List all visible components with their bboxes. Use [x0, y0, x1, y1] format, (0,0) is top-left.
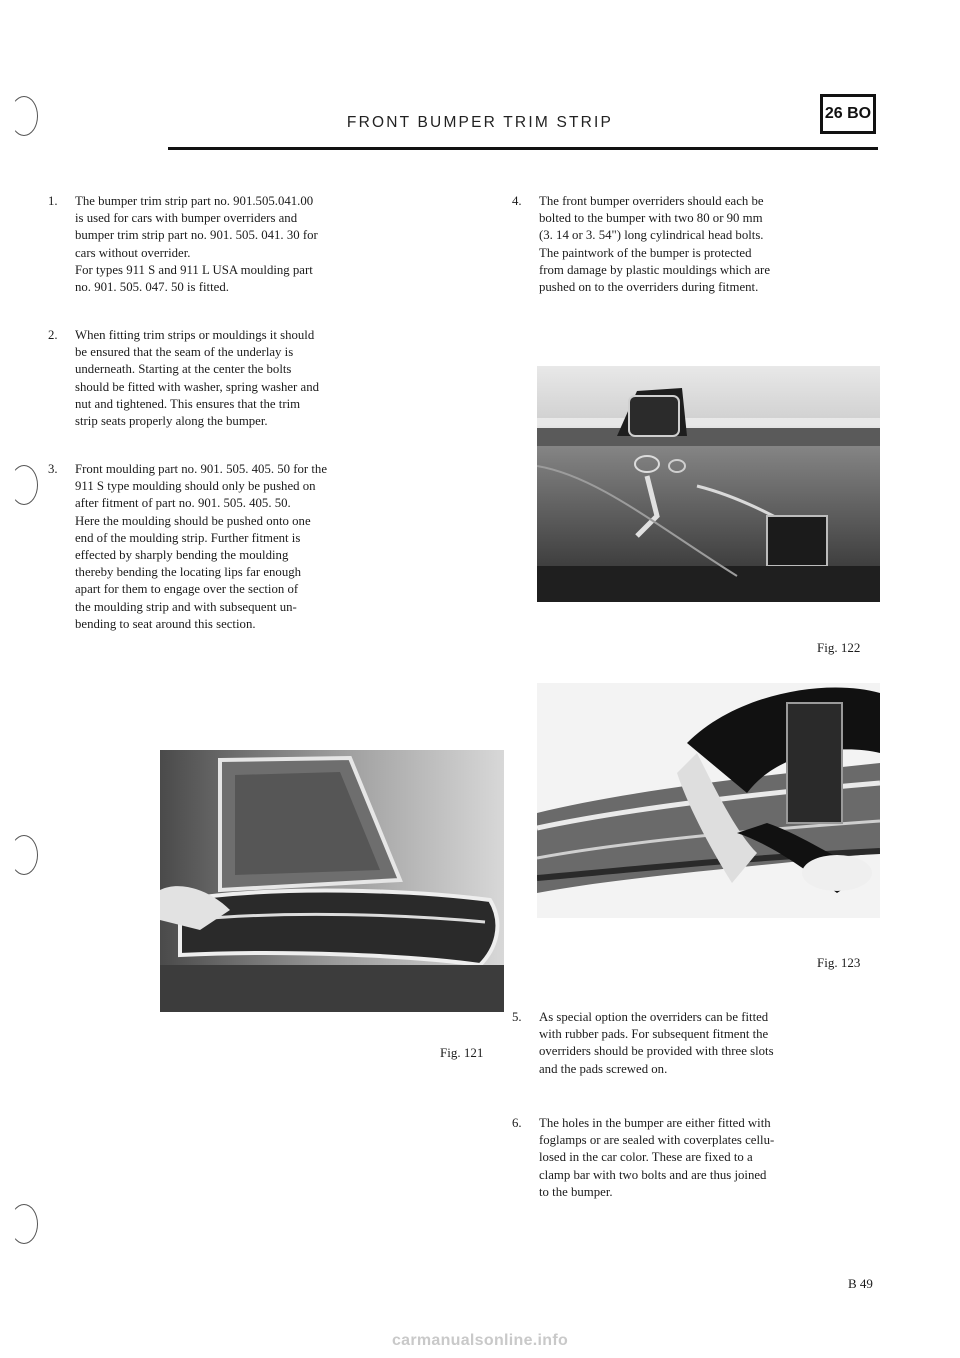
section-code-badge — [820, 94, 876, 134]
page-title: FRONT BUMPER TRIM STRIP — [346, 114, 614, 131]
section-code: 26 BO — [824, 105, 872, 122]
binder-hole-4 — [10, 1204, 38, 1244]
item-number: 6. — [512, 1116, 522, 1130]
item-number: 4. — [512, 194, 522, 208]
binder-hole-3 — [10, 835, 38, 875]
header-rule — [168, 147, 878, 150]
figure-122-caption: Fig. 122 — [817, 640, 861, 655]
watermark: carmanualsonline.info — [391, 1332, 569, 1349]
item-text: When fitting trim strips or mouldings it should be ensured that the seam of the underlay is underneath. Starting at the center the bolts should be fitted with washer, spring washer and nut and tightened. This ensures that the trim strip seats properly along the bumper. — [75, 328, 319, 429]
figure-121-photo — [160, 750, 504, 1012]
item-text: The holes in the bumper are either fitted with foglamps or are sealed with coverplates cellu- losed in the car color. These are fixed to a clamp bar with two bolts and are thus joined to the bumper. — [539, 1116, 775, 1199]
figure-123-caption: Fig. 123 — [817, 955, 861, 970]
binder-hole-2 — [10, 465, 38, 505]
item-number: 5. — [512, 1010, 522, 1024]
page-number: B 49 — [848, 1276, 873, 1291]
item-text: Front moulding part no. 901. 505. 405. 50 for the 911 S type moulding should only be pushed on after fitment of part no. 901. 505. 405. 50. Here the moulding should be pushed onto one end of the moulding strip. Further fitment is effected by sharply bending the moulding thereby bending the locating lips far enough apart for them to engage over the section of the moulding strip and with subsequent un- bending to seat around this section. — [75, 462, 328, 631]
figure-121-caption: Fig. 121 — [440, 1045, 484, 1060]
item-number: 3. — [48, 462, 58, 476]
item-text: The front bumper overriders should each be bolted to the bumper with two 80 or 90 mm (3. 14 or 3. 54") long cylindrical head bolts. The paintwork of the bumper is protected from damage by plastic mouldings which are pushed on to the overriders during fitment. — [539, 194, 770, 295]
figure-123-photo — [537, 683, 880, 918]
figure-122-photo — [537, 366, 880, 602]
item-text: As special option the overriders can be fitted with rubber pads. For subsequent fitment the overriders should be provided with three slots and the pads screwed on. — [539, 1010, 774, 1076]
item-number: 2. — [48, 328, 58, 342]
item-number: 1. — [48, 194, 58, 208]
item-text: The bumper trim strip part no. 901.505.041.00 is used for cars with bumper overriders and bumper trim strip part no. 901. 505. 041. 30 for cars without overrider. For types 911 S and 911 L USA moulding part no. 901. 505. 047. 50 is fitted. — [75, 194, 318, 295]
